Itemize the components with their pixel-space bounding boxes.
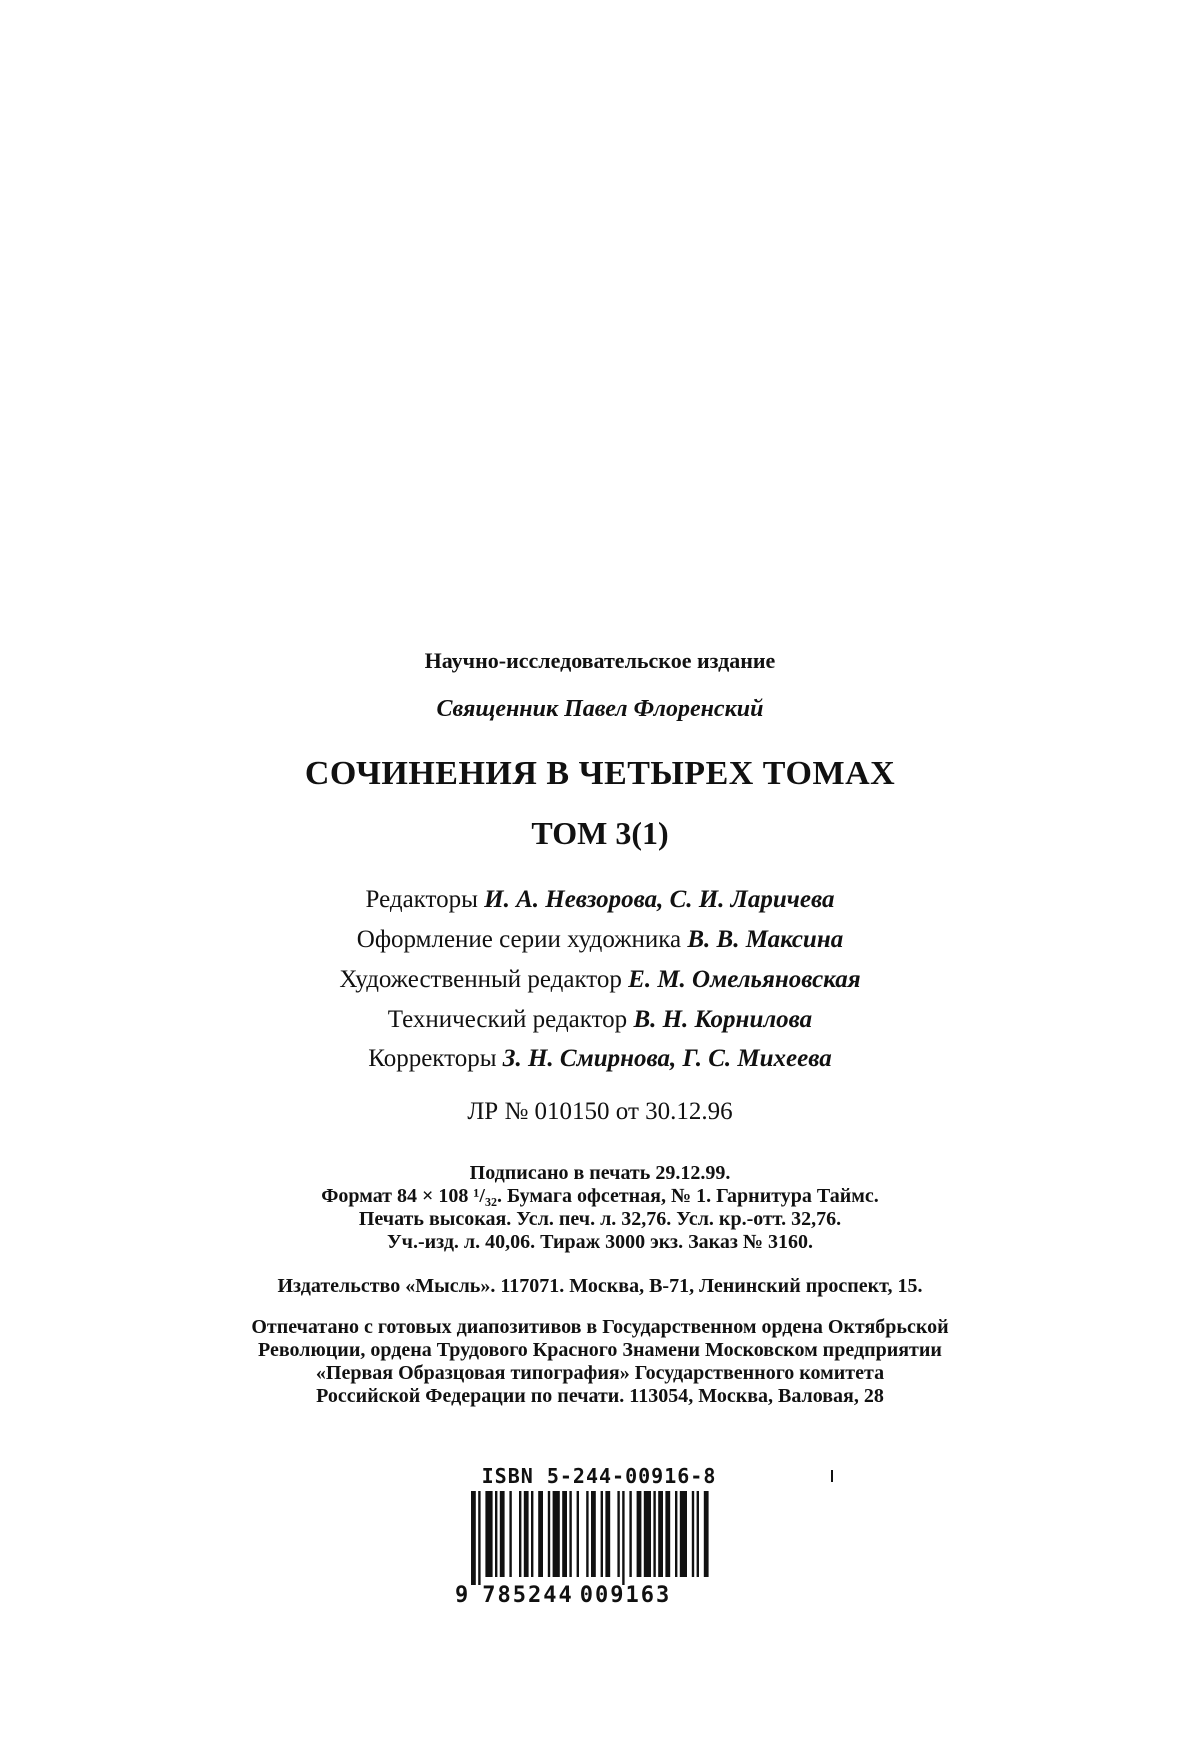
imprint-line: Уч.-изд. л. 40,06. Тираж 3000 экз. Заказ № 3160. bbox=[387, 1231, 813, 1253]
barcode-bar bbox=[495, 1491, 497, 1577]
credit-art-editor bbox=[0, 966, 1200, 994]
credit-editors bbox=[0, 886, 1200, 914]
imprint-line: Печать высокая. Усл. печ. л. 32,76. Усл. кр.-отт. 32,76. bbox=[358, 1208, 842, 1230]
credit-tech-editor bbox=[0, 1006, 1200, 1034]
barcode-digits bbox=[455, 1585, 717, 1607]
credit-role: Технический редактор bbox=[387, 1006, 628, 1033]
credit-proofreaders bbox=[0, 1045, 1200, 1073]
barcode-digits-right: 009163 bbox=[579, 1583, 672, 1608]
barcode-bar bbox=[637, 1491, 642, 1577]
barcode-bar bbox=[605, 1491, 610, 1577]
barcode-bar bbox=[478, 1491, 480, 1585]
barcode-bar bbox=[675, 1491, 677, 1577]
imprint-line: Формат 84 × 108 ¹/₃₂. Бумага офсетная, № 1. Гарнитура Таймс. bbox=[321, 1185, 879, 1207]
credit-names: В. В. Максина bbox=[687, 926, 844, 953]
barcode-bar bbox=[471, 1491, 476, 1585]
author-name: Священник Павел Флоренский bbox=[436, 696, 764, 722]
barcode-bar bbox=[692, 1491, 694, 1577]
barcode-digits-left: 785244 bbox=[482, 1583, 574, 1608]
barcode-bar bbox=[658, 1491, 663, 1577]
barcode-bar bbox=[569, 1491, 571, 1577]
barcode-bar bbox=[601, 1491, 603, 1577]
barcode-bar bbox=[644, 1491, 651, 1577]
barcode-bar bbox=[500, 1491, 505, 1577]
barcode-bar bbox=[586, 1491, 588, 1577]
barcode-bar bbox=[680, 1491, 687, 1577]
isbn-number: ISBN 5-244-00916-8 bbox=[481, 1464, 717, 1488]
barcode-bar bbox=[485, 1491, 492, 1577]
barcode-bar bbox=[519, 1491, 521, 1577]
credit-names: З. Н. Смирнова, Г. С. Михеева bbox=[502, 1045, 832, 1072]
barcode-bar bbox=[617, 1491, 619, 1577]
publisher-info: Издательство «Мысль». 117071. Москва, В-71, Ленинский проспект, 15. bbox=[277, 1275, 923, 1297]
barcode-bar bbox=[629, 1491, 631, 1577]
barcode-bar bbox=[509, 1491, 511, 1577]
printer-line: Отпечатано с готовых диапозитивов в Государственном ордена Октябрьской bbox=[251, 1316, 949, 1338]
printer-line: Российской Федерации по печати. 113054, Москва, Валовая, 28 bbox=[316, 1385, 884, 1407]
barcode-bar bbox=[697, 1491, 699, 1577]
barcode-bar bbox=[665, 1491, 670, 1577]
barcode-bar bbox=[653, 1491, 655, 1577]
barcode-bar bbox=[591, 1491, 596, 1577]
barcode-bar bbox=[531, 1491, 533, 1577]
barcode-bar bbox=[538, 1491, 543, 1577]
credit-names: И. А. Невзорова, С. И. Ларичева bbox=[484, 886, 835, 913]
barcode-bar bbox=[577, 1491, 579, 1577]
credit-names: Е. М. Омельяновская bbox=[628, 966, 861, 993]
publication-type: Научно-исследовательское издание bbox=[424, 648, 776, 673]
license-number: ЛР № 010150 от 30.12.96 bbox=[467, 1098, 733, 1125]
credit-names: В. Н. Корнилова bbox=[633, 1006, 813, 1033]
barcode-bars bbox=[455, 1487, 717, 1585]
credit-role: Оформление серии художника bbox=[356, 926, 682, 953]
printer-line: «Первая Образцовая типография» Государственного комитета bbox=[315, 1362, 885, 1384]
barcode-digit-first: 9 bbox=[455, 1583, 471, 1608]
barcode-bar bbox=[553, 1491, 560, 1577]
margin-mark bbox=[831, 1470, 833, 1482]
book-title: СОЧИНЕНИЯ В ЧЕТЫРЕХ ТОМАХ bbox=[304, 755, 896, 792]
barcode-bar bbox=[622, 1491, 624, 1585]
barcode-bar bbox=[704, 1491, 709, 1577]
credit-role: Корректоры bbox=[368, 1045, 497, 1072]
barcode-bar bbox=[562, 1491, 567, 1577]
credit-role: Художественный редактор bbox=[339, 966, 622, 993]
barcode-bar bbox=[548, 1491, 550, 1577]
credit-role: Редакторы bbox=[365, 886, 478, 913]
imprint-line: Подписано в печать 29.12.99. bbox=[469, 1162, 731, 1184]
isbn-barcode bbox=[455, 1465, 717, 1607]
volume-label: ТОМ 3(1) bbox=[531, 815, 669, 851]
barcode-bar bbox=[524, 1491, 529, 1577]
credit-series-design bbox=[0, 926, 1200, 954]
printer-line: Революции, ордена Трудового Красного Знамени Московском предприятии bbox=[258, 1339, 942, 1361]
